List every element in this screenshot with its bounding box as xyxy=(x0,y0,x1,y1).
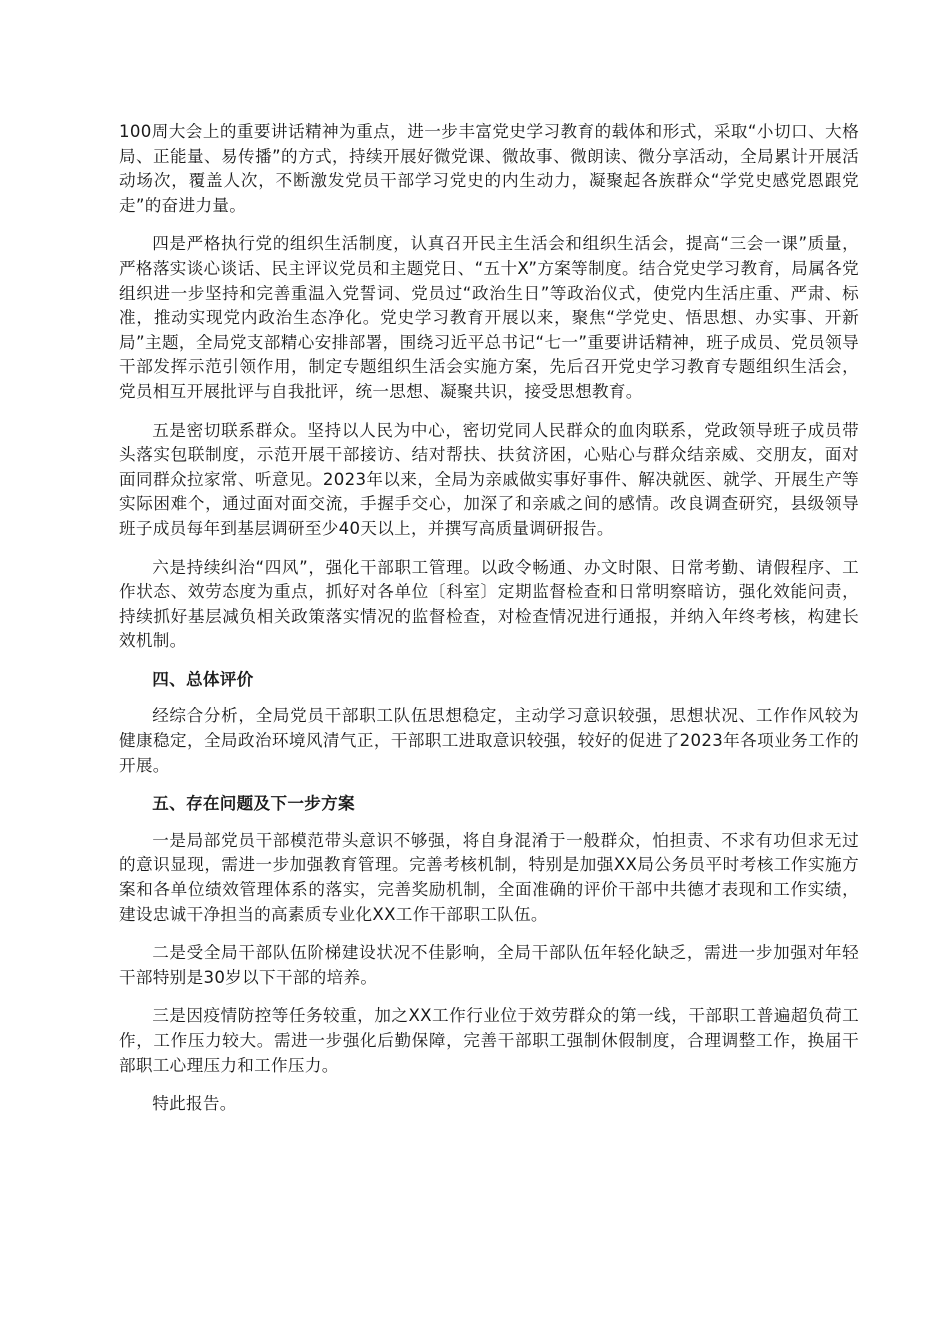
paragraph-problem-three: 三是因疫情防控等任务较重，加之XX工作行业位于效劳群众的第一线，干部职工普遍超负荷工作，工作压力较大。需进一步强化后勤保障，完善干部职工强制休假制度，合理调整工作，换届干部职工心理压力和工作压力。 xyxy=(119,1006,859,1075)
paragraph-overall-evaluation: 经综合分析，全局党员干部职工队伍思想稳定，主动学习意识较强，思想状况、工作作风较为健康稳定，全局政治环境风清气正，干部职工进取意识较强，较好的促进了2023年各项业务工作的开展。 xyxy=(119,706,859,775)
paragraph-problem-two: 二是受全局干部队伍阶梯建设状况不佳影响，全局干部队伍年轻化缺乏，需进一步加强对年轻干部特别是30岁以下干部的培养。 xyxy=(119,943,859,987)
paragraph-problem-one: 一是局部党员干部模范带头意识不够强，将自身混淆于一般群众，怕担责、不求有功但求无过的意识显现，需进一步加强教育管理。完善考核机制，特别是加强XX局公务员平时考核工作实施方案和各单位绩效管理体系的落实，完善奖励机制，全面准确的评价干部中共德才表现和工作实绩，建设忠诚干净担当的高素质专业化XX工作干部职工队伍。 xyxy=(119,830,859,924)
paragraph-organizational-life: 四是严格执行党的组织生活制度，认真召开民主生活会和组织生活会，提高“三会一课”质量，严格落实谈心谈话、民主评议党员和主题党日、“五十X”方案等制度。结合党史学习教育，局属各党组织进一步坚持和完善重温入党誓词、党员过“政治生日”等政治仪式，使党内生活庄重、严肃、标准，推动实现党内政治生态净化。党史学习教育开展以来，聚焦“学党史、悟思想、办实事、开新局”主题，全局党支部精心安排部署，围绕习近平总书记“七一”重要讲话精神，班子成员、党员领导干部发挥示范引领作用，制定专题组织生活会实施方案，先后召开党史学习教育专题组织生活会，党员相互开展批评与自我批评，统一思想、凝聚共识，接受思想教育。 xyxy=(119,234,859,401)
section-heading-problems-and-plan: 五、存在问题及下一步方案 xyxy=(152,794,355,814)
closing-line: 特此报告。 xyxy=(152,1094,237,1114)
section-heading-overall-evaluation: 四、总体评价 xyxy=(152,669,254,689)
paragraph-party-history-activities: 100周大会上的重要讲话精神为重点，进一步丰富党史学习教育的载体和形式，采取“小切口、大格局、正能量、易传播”的方式，持续开展好微党课、微故事、微朗读、微分享活动，全局累计开展活动场次，覆盖人次，不断激发党员干部学习党史的内生动力，凝聚起各族群众“学党史感党恩跟党走”的奋进力量。 xyxy=(119,122,859,215)
document-page xyxy=(119,120,859,1131)
paragraph-four-winds: 六是持续纠治“四风”，强化干部职工管理。以政令畅通、办文时限、日常考勤、请假程序、工作状态、效劳态度为重点，抓好对各单位〔科室〕定期监督检查和日常明察暗访，强化效能问责，持续抓好基层减负相关政策落实情况的监督检查，对检查情况进行通报，并纳入年终考核，构建长效机制。 xyxy=(119,557,859,651)
paragraph-contact-masses: 五是密切联系群众。坚持以人民为中心，密切党同人民群众的血肉联系，党政领导班子成员带头落实包联制度，示范开展干部接访、结对帮扶、扶贫济困，心贴心与群众结亲威、交朋友，面对面同群众拉家常、听意见。2023年以来，全局为亲戚做实事好事件、解决就医、就学、开展生产等实际困难个，通过面对面交流，手握手交心，加深了和亲戚之间的感情。改良调查研究，县级领导班子成员每年到基层调研至少40天以上，并撰写高质量调研报告。 xyxy=(119,420,859,538)
